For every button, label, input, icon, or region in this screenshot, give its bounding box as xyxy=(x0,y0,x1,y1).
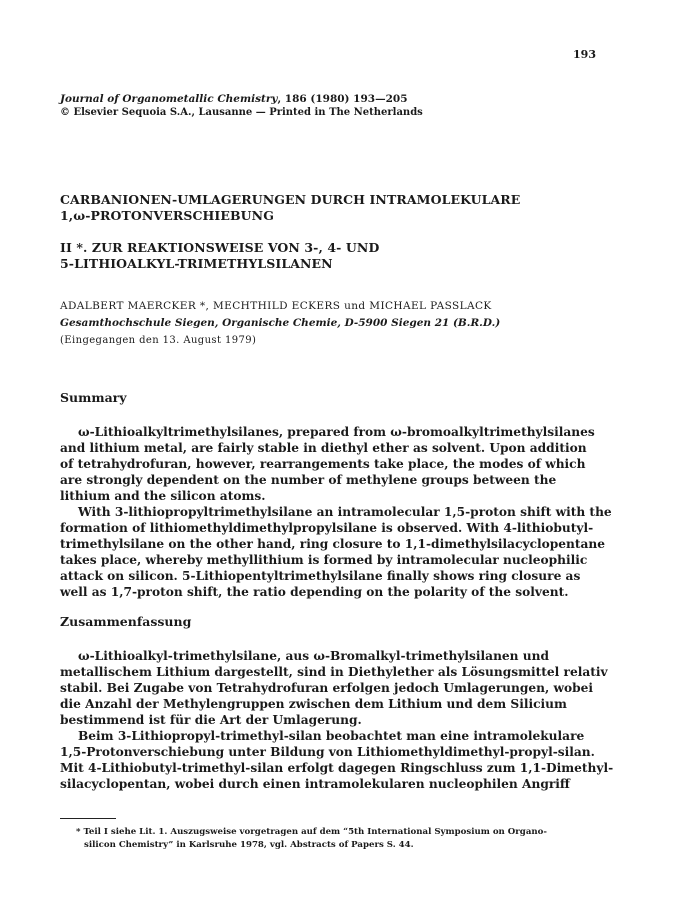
subtitle-line: 5-LITHIOALKYL-TRIMETHYLSILANEN xyxy=(60,256,333,271)
journal-citation xyxy=(60,92,423,120)
zusammenfassung-line: die Anzahl der Methylengruppen zwischen dem Lithium und dem Silicium xyxy=(60,697,567,711)
footnote xyxy=(76,826,636,852)
zusammenfassung-line: bestimmend ist für die Art der Umlagerung. xyxy=(60,713,362,727)
author-block xyxy=(60,298,640,349)
journal-volume-pages: , 186 (1980) 193—205 xyxy=(277,93,408,105)
footnote-divider xyxy=(60,818,116,819)
subtitle-line: II *. ZUR REAKTIONSWEISE VON 3-, 4- UND xyxy=(60,240,380,255)
zusammenfassung-line: ω-Lithioalkyl-trimethylsilane, aus ω-Bromalkyl-trimethylsilanen und xyxy=(78,649,550,663)
zusammenfassung-line: 1,5-Protonverschiebung unter Bildung von Lithiomethyldimethyl-propyl-silan. xyxy=(60,745,595,759)
zusammenfassung-line: Mit 4-Lithiobutyl-trimethyl-silan erfolgt dagegen Ringschluss zum 1,1-Dimethyl- xyxy=(60,761,614,775)
footnote-line: silicon Chemistry” in Karlsruhe 1978, vgl. Abstracts of Papers S. 44. xyxy=(84,840,414,850)
summary-line: attack on silicon. 5-Lithiopentyltrimethylsilane finally shows ring closure as xyxy=(60,569,581,583)
journal-line xyxy=(60,92,423,106)
summary-line: of tetrahydrofuran, however, rearrangements take place, the modes of which xyxy=(60,457,586,471)
page-number: 193 xyxy=(573,48,596,61)
summary-text xyxy=(60,424,620,600)
title-line: CARBANIONEN-UMLAGERUNGEN DURCH INTRAMOLEKULARE xyxy=(60,192,521,207)
zusammenfassung-line: stabil. Bei Zugabe von Tetrahydrofuran erfolgen jedoch Umlagerungen, wobei xyxy=(60,681,594,695)
article-title xyxy=(60,192,640,224)
summary-line: are strongly dependent on the number of methylene groups between the xyxy=(60,473,557,487)
publisher-line: © Elsevier Sequoia S.A., Lausanne — Printed in The Netherlands xyxy=(60,107,423,118)
authors: ADALBERT MAERCKER *, MECHTHILD ECKERS und MICHAEL PASSLACK xyxy=(60,300,492,312)
summary-line: ω-Lithioalkyltrimethylsilanes, prepared from ω-bromoalkyltrimethylsilanes xyxy=(78,425,595,439)
footnote-line: * Teil I siehe Lit. 1. Auszugsweise vorgetragen auf dem “5th International Symposium on Organo- xyxy=(76,827,547,837)
summary-line: formation of lithiomethyldimethylpropylsilane is observed. With 4-lithiobutyl- xyxy=(60,521,594,535)
affiliation: Gesamthochschule Siegen, Organische Chemie, D-5900 Siegen 21 (B.R.D.) xyxy=(60,317,501,329)
summary-line: takes place, whereby methyllithium is formed by intramolecular nucleophilic xyxy=(60,553,588,567)
journal-name: Journal of Organometallic Chemistry xyxy=(60,93,278,105)
summary-line: well as 1,7-proton shift, the ratio depending on the polarity of the solvent. xyxy=(60,585,569,599)
zusammenfassung-text xyxy=(60,648,620,792)
summary-line: and lithium metal, are fairly stable in diethyl ether as solvent. Upon addition xyxy=(60,441,587,455)
zusammenfassung-line: Beim 3-Lithiopropyl-trimethyl-silan beobachtet man eine intramolekulare xyxy=(78,729,585,743)
zusammenfassung-heading: Zusammenfassung xyxy=(60,614,192,629)
summary-line: lithium and the silicon atoms. xyxy=(60,489,266,503)
title-line: 1,ω-PROTONVERSCHIEBUNG xyxy=(60,208,274,223)
article-subtitle xyxy=(60,240,640,272)
zusammenfassung-line: silacyclopentan, wobei durch einen intramolekularen nucleophilen Angriff xyxy=(60,777,570,791)
zusammenfassung-line: metallischem Lithium dargestellt, sind in Diethylether als Lösungsmittel relativ xyxy=(60,665,608,679)
summary-line: With 3-lithiopropyltrimethylsilane an intramolecular 1,5-proton shift with the xyxy=(78,505,612,519)
summary-heading: Summary xyxy=(60,390,127,405)
summary-line: trimethylsilane on the other hand, ring closure to 1,1-dimethylsilacyclopentane xyxy=(60,537,606,551)
received-date: (Eingegangen den 13. August 1979) xyxy=(60,335,257,346)
